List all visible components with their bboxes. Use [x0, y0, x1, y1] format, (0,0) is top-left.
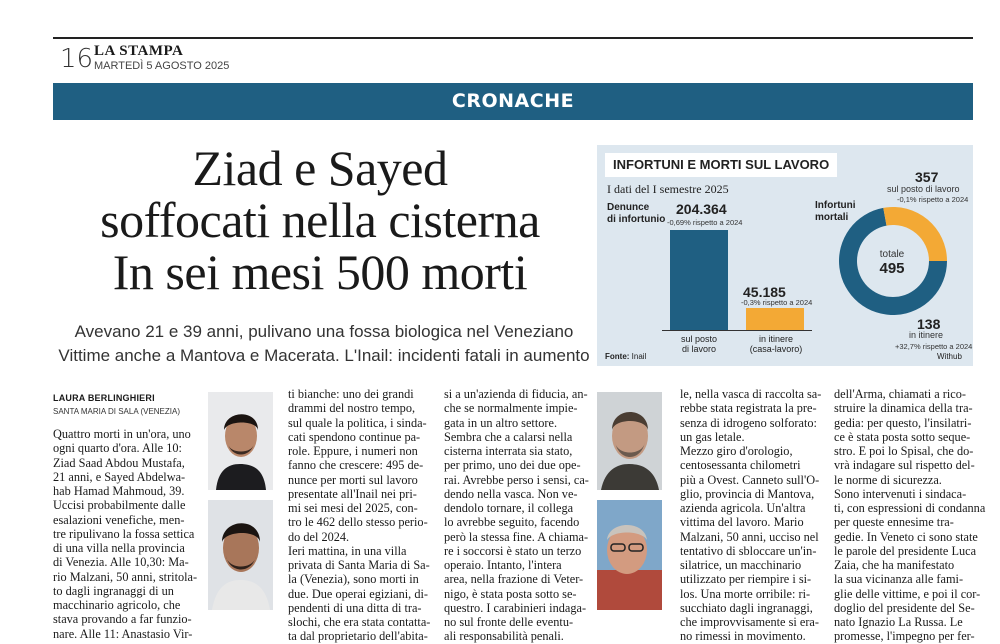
article-text-line: stava provando a far funzio- — [53, 612, 192, 627]
article-text-line: 21 anni, e Sayed Abdelwa- — [53, 469, 186, 484]
mortali-label-line: mortali — [815, 212, 849, 223]
donut-change-label: -0,1% rispetto a 2024 — [897, 195, 969, 204]
article-text-line: no rimessi in movimento. — [680, 629, 806, 644]
article-text-line: tentativo di sbloccare un'in- — [680, 543, 817, 558]
headline-line: In sei mesi 500 morti — [112, 244, 528, 300]
article-text-line: la (Venezia), sono morti in — [288, 572, 419, 587]
mortali-label-line: Infortuni — [815, 200, 856, 211]
infographic — [597, 145, 973, 366]
infographic-subtitle: I dati del I semestre 2025 — [607, 182, 729, 196]
article-text-line: gata in un altro settore. — [444, 415, 558, 430]
article-text-line: di Venezia. Alle 10,30: Ma- — [53, 555, 189, 570]
donut-change-label: +32,7% rispetto a 2024 — [895, 342, 973, 351]
victim-photo-image — [208, 392, 273, 490]
date: MARTEDÌ 5 AGOSTO 2025 — [94, 60, 230, 72]
article-text-line: le norme di sicurezza. — [834, 472, 942, 487]
victim-photo — [597, 392, 662, 490]
article-text-line: ce è stata posta sotto seque- — [834, 429, 971, 444]
article-column-1 — [53, 427, 197, 641]
credit: Withub — [937, 352, 962, 361]
article-text-line: utilizzato per riempire i si- — [680, 572, 812, 587]
article-text-line: ta dal proprietario dell'abita- — [288, 629, 428, 644]
article-text-line: ti, con espressioni di condanna — [834, 501, 986, 515]
location: SANTA MARIA DI SALA (VENEZIA) — [53, 407, 180, 416]
article-text-line: succhiato dagli ingranaggi, — [680, 600, 813, 615]
article-text-line: le parole del presidente Luca — [834, 543, 977, 558]
headline — [60, 142, 580, 298]
article-text-line: però la stessa fine. A chiama- — [444, 529, 589, 544]
article-text-line: rio Malzani, 50 anni, stritola- — [53, 569, 198, 584]
article-text-line: cisterna interrata sia stato, — [444, 444, 573, 458]
article-text-line: ali responsabilità penali. — [444, 629, 564, 644]
section-banner: CRONACHE — [53, 83, 973, 120]
article-text-line: operaio. Intanto, l'intera — [444, 558, 562, 572]
victim-photo-image — [597, 500, 662, 610]
article-text-line: ogni quarto d'ora. Alle 10: — [53, 441, 182, 456]
article-text-line: presentate all'Inail nei pri- — [288, 486, 417, 501]
donut-category-label: sul posto di lavoro — [887, 184, 960, 194]
bar-sul-posto — [670, 230, 728, 330]
article-text-line: tro le 462 dello stesso perio- — [288, 515, 428, 530]
article-text-line: Malzani, 50 anni, ucciso nel — [680, 529, 819, 544]
article-text-line: privata di Santa Maria di Sa- — [288, 558, 430, 572]
article-text-line: dendolo tornare, il collega — [444, 501, 574, 515]
article-text-line: rebbe stata registrata la pre- — [680, 401, 817, 416]
article-text-line: vittima del lavoro. Mario — [680, 515, 804, 530]
article-text-line: nigo, è stata posta sotto se- — [444, 586, 577, 601]
article-text-line: dell'Arma, chiamati a rico- — [834, 387, 966, 401]
top-rule — [53, 37, 973, 39]
article-text-line: gedie. In Veneto ci sono state — [834, 529, 978, 544]
article-column-5 — [834, 387, 985, 644]
source-label: Fonte: — [605, 352, 630, 361]
donut-category-label: in itinere — [909, 330, 944, 340]
article-text-line: promesse, l'impegno per fer- — [834, 629, 975, 644]
bar-category-line: di lavoro — [681, 344, 717, 354]
article-text-line: un gas letale. — [680, 429, 745, 444]
article-text-line: centosessanta chilometri — [680, 458, 801, 473]
article-text-line: per primo, uno dei due ope- — [444, 458, 581, 473]
headline-line: Ziad e Sayed — [192, 140, 448, 196]
article-text-line: Uccisi probabilmente dalle — [53, 498, 186, 513]
subhead-line: Avevano 21 e 39 anni, pulivano una fossa biologica nel Veneziano — [74, 322, 574, 341]
bar-category-line: in itinere — [758, 334, 794, 344]
article-text-line: glio, provincia di Mantova, — [680, 486, 815, 501]
article-text-line: do del 2024. — [288, 529, 350, 544]
denunce-label — [607, 202, 665, 226]
donut-value-label: 138 — [917, 316, 941, 332]
article-text-line: slochi, che era stata contatta- — [288, 615, 431, 629]
article-text-line: due. Due operai egiziani, di- — [288, 586, 428, 601]
denunce-label-line: Denunce — [607, 202, 650, 213]
article-text-line: pendenti di una ditta di tra- — [288, 600, 422, 615]
article-text-line: dendo nella vasca. Non ve- — [444, 486, 578, 501]
bar-category-line: (casa-lavoro) — [749, 344, 803, 354]
article-text-line: si a un'azienda di fiducia, an- — [444, 387, 588, 401]
source-value: Inail — [631, 352, 647, 361]
article-text-line: hab Hamad Mahmoud, 39. — [53, 484, 185, 498]
article-column-2 — [288, 387, 430, 644]
donut-total-value: 495 — [879, 260, 905, 277]
article-text-line: struire la dinamica della tra- — [834, 401, 973, 416]
article-text-line: Zaia, che ha manifestato — [834, 558, 955, 572]
bar-axis — [662, 330, 812, 331]
source-note — [605, 352, 646, 361]
article-text-line: le, nella vasca di raccolta sa- — [680, 387, 822, 401]
masthead: LA STAMPA — [94, 43, 184, 59]
subhead-line: Vittime anche a Mantova e Macerata. L'Inail: incidenti fatali in aumento — [58, 346, 590, 365]
donut-value-label: 357 — [915, 169, 939, 185]
article-text-line: stro. E poi lo Spisal, che do- — [834, 444, 974, 458]
article-text-line: rai. Avrebbe perso i sensi, ca- — [444, 472, 589, 487]
article-text-line: gedia: per questo, l'insilatri- — [834, 415, 972, 430]
article-text-line: più a Ovest. Canneto sull'O- — [680, 472, 820, 487]
headline-line: soffocati nella cisterna — [100, 192, 540, 248]
article-text-line: mi sei mesi del 2025, con- — [288, 501, 418, 515]
bar-change-label: -0,69% rispetto a 2024 — [667, 218, 743, 227]
article-text-line: to dagli ingranaggi di un — [53, 583, 174, 598]
victim-photo-image — [597, 392, 662, 490]
victim-photo — [208, 500, 273, 610]
article-text-line: nare. Alle 11: Anastasio Vir- — [53, 626, 193, 641]
bar-category-label — [659, 334, 739, 354]
bar-value-label: 204.364 — [676, 201, 727, 217]
page-number: 16 — [60, 44, 94, 74]
article-text-line: cati spendono continue pa- — [288, 429, 421, 444]
bar-in-itinere — [746, 308, 804, 330]
article-text-line: fanno che crescere: 495 de- — [288, 458, 424, 473]
victim-photo — [208, 392, 273, 490]
donut-total-label: totale — [879, 249, 905, 260]
article-text-line: nato Ignazio La Russa. Le — [834, 615, 963, 629]
bar-change-label: -0,3% rispetto a 2024 — [741, 298, 813, 307]
victim-photo — [597, 500, 662, 610]
bar-value-label: 45.185 — [743, 284, 786, 300]
article-text-line: ti bianche: uno dei grandi — [288, 387, 414, 401]
article-text-line: los. Una morte orribile: ri- — [680, 586, 811, 601]
article-text-line: doglio del presidente del Se- — [834, 600, 975, 615]
article-text-line: che improvvisamente si era- — [680, 615, 819, 629]
bar-category-label — [736, 334, 816, 354]
article-text-line: questro. I carabinieri indaga- — [444, 600, 587, 615]
article-text-line: drammi del nostro tempo, — [288, 401, 416, 416]
article-text-line: tre ripulivano la fossa settica — [53, 526, 195, 541]
article-text-line: role. Eppure, i numeri non — [288, 444, 418, 458]
article-text-line: vrà indagare sul rispetto del- — [834, 458, 975, 473]
subheadline — [56, 320, 592, 368]
article-text-line: Ieri mattina, in una villa — [288, 543, 407, 558]
article-text-line: senza di idrogeno solforato: — [680, 415, 817, 430]
bar-category-line: sul posto — [680, 334, 718, 344]
article-text-line: area, nella frazione di Veter- — [444, 572, 584, 587]
article-text-line: re i soccorsi è stato un terzo — [444, 543, 582, 558]
article-text-line: silatrice, un macchinario — [680, 558, 802, 572]
article-text-line: macchinario agricolo, che — [53, 598, 181, 612]
denunce-label-line: di infortunio — [607, 214, 666, 225]
infographic-title: INFORTUNI E MORTI SUL LAVORO — [605, 153, 837, 177]
article-text-line: no sul fronte delle eventu- — [444, 615, 574, 629]
article-column-3 — [444, 387, 589, 644]
article-text-line: la sua vicinanza alle fami- — [834, 572, 964, 587]
article-text-line: glie delle vittime, e poi il cor- — [834, 586, 981, 601]
article-text-line: Ziad Saad Abdou Mustafa, — [53, 455, 185, 470]
article-text-line: di una villa nella provincia — [53, 541, 185, 555]
article-text-line: esalazioni venefiche, men- — [53, 512, 185, 527]
article-text-line: Sembra che a calarsi nella — [444, 429, 573, 444]
article-text-line: nunce per morti sul lavoro — [288, 472, 418, 487]
author: LAURA BERLINGHIERI — [53, 393, 155, 403]
article-text-line: che se normalmente impie- — [444, 401, 578, 416]
victim-photo-image — [208, 500, 273, 610]
article-text-line: Quattro morti in un'ora, uno — [53, 427, 191, 441]
article-column-4 — [680, 387, 821, 644]
article-text-line: per queste ennesime tra- — [834, 515, 954, 530]
article-text-line: Mezzo giro d'orologio, — [680, 444, 793, 458]
article-text-line: Sono intervenuti i sindaca- — [834, 486, 967, 501]
article-text-line: sul quale la politica, i sinda- — [288, 415, 427, 430]
article-text-line: lo avrebbe seguito, facendo — [444, 515, 580, 530]
article-text-line: azienda agricola. Un'altra — [680, 501, 806, 515]
